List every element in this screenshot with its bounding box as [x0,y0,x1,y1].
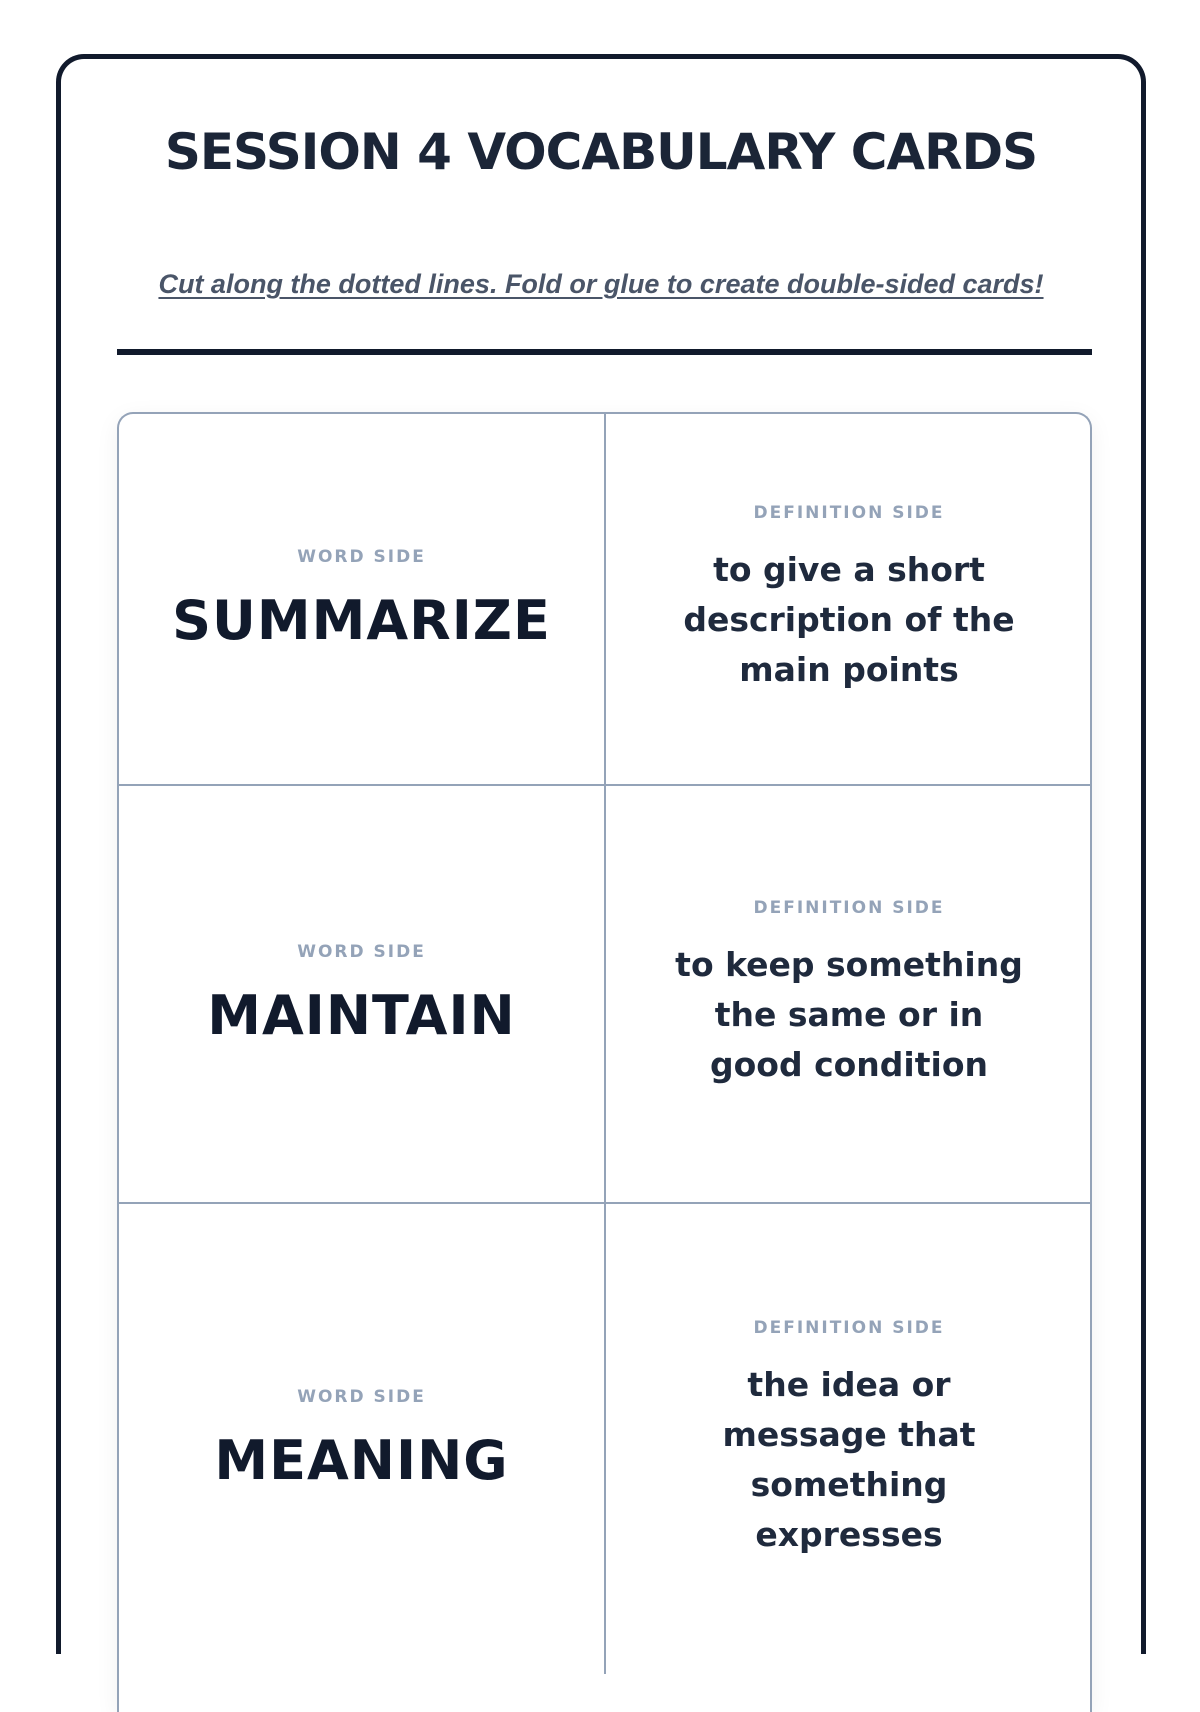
worksheet [56,54,1146,1654]
page-subtitle: Cut along the dotted lines. Fold or glue to create double-sided cards! [158,269,1044,299]
header-divider [117,349,1092,355]
definition-text: to keep something the same or in good condition [675,945,1023,1084]
word-card [119,414,606,786]
vocabulary-word: SUMMARIZE [172,588,551,652]
definition-text: the idea or message that something expresses [722,1365,976,1554]
definition-side-label: DEFINITION SIDE [753,1318,945,1338]
definition-side-label: DEFINITION SIDE [753,898,945,918]
vocabulary-word: MAINTAIN [207,983,516,1047]
card-grid [117,412,1092,1712]
word-side-label: WORD SIDE [297,546,426,567]
word-side-label: WORD SIDE [297,1386,426,1407]
word-card [119,1204,606,1674]
definition-side-label: DEFINITION SIDE [753,503,945,523]
word-card [119,786,606,1204]
word-side-label: WORD SIDE [297,941,426,962]
definition-card [606,786,1092,1204]
vocabulary-word: MEANING [214,1428,509,1492]
page-title: SESSION 4 VOCABULARY CARDS [164,123,1038,181]
definition-card [606,414,1092,786]
definition-text: to give a short description of the main points [683,550,1015,689]
definition-card [606,1204,1092,1674]
